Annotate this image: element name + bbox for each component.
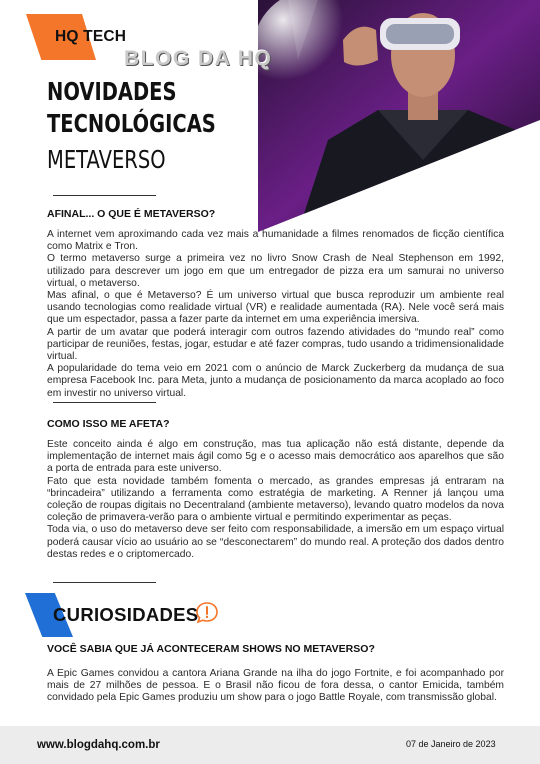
divider: [53, 402, 156, 403]
paragraph: Este conceito ainda é algo em construção, mas tua aplicação não está distante, depende da implementação de internet mais ágil como 5g e o acesso mais democrático aos aparelhos que são a porta de entrada para este universo.: [47, 439, 504, 475]
section2-heading: COMO ISSO ME AFETA?: [47, 418, 170, 430]
paragraph: Mas afinal, o que é Metaverso? É um universo virtual que busca reproduzir um ambiente real usando tecnologias como realidade virtual (VR) e realidade aumentada (RA). Nele você será mais que um espectador, passa a fazer parte da internet em uma experiência imersiva.: [47, 290, 504, 326]
curiosities-heading: VOCÊ SABIA QUE JÁ ACONTECERAM SHOWS NO METAVERSO?: [47, 643, 375, 655]
headline-line-3: METAVERSO: [47, 145, 166, 174]
headline: [47, 76, 263, 176]
paragraph: Fato que esta novidade também fomenta o mercado, as grandes empresas já entraram na “brincadeira” utilizando a ferramenta como estratégia de marketing. A Renner já lançou uma coleção de roupas digitais no Decentraland (ambiente metaverso), levando quatro modelos da nova coleção de primavera-verão para o ambiente virtual e permitindo experimentar as peças.: [47, 475, 504, 524]
alert-speech-bubble-icon: [195, 601, 219, 625]
paragraph: A internet vem aproximando cada vez mais a humanidade a filmes renomados de ficção científica como Matrix e Tron.: [47, 229, 504, 253]
paragraph: O termo metaverso surge a primeira vez no livro Snow Crash de Neal Stephenson em 1992, utilizado para descrever um jogo em que um entregador de pizza era um samurai no universo virtual, o metaverso.: [47, 253, 504, 289]
headline-line-1: NOVIDADES: [47, 77, 177, 106]
paragraph: A popularidade do tema veio em 2021 com o anúncio de Marck Zuckerberg da mudança de sua empresa Facebook Inc. para Meta, junto a mudança de posicionamento da marca acoplado ao foco em investir no universo virtual.: [47, 363, 504, 399]
divider: [53, 582, 156, 583]
curiosities-body: [47, 668, 504, 705]
footer-website-link[interactable]: www.blogdahq.com.br: [37, 739, 160, 751]
paragraph: Toda via, o uso do metaverso deve ser feito com responsabilidade, a imersão em um espaço virtual poderá causar vício ao usuário ao se “desconectarem” do mundo real. A proteção dos dados dentro destas redes e o criptomercado.: [47, 524, 504, 560]
paragraph: A partir de um avatar que poderá interagir com outros fazendo atividades do “mundo real” como participar de reuniões, festas, jogar, estudar e até fazer compras, tudo usando a tridimensionalidade virtual.: [47, 326, 504, 363]
blog-title: BLOG DA HQ: [124, 47, 273, 70]
section1-body: [47, 229, 504, 400]
section2-body: [47, 439, 504, 561]
footer-date: 07 de Janeiro de 2023: [406, 739, 496, 749]
curiosities-title: CURIOSIDADES: [53, 604, 199, 625]
paragraph: A Epic Games convidou a cantora Ariana Grande na ilha do jogo Fortnite, e foi acompanhado por mais de 27 milhões de pessoa. E o Brasil não ficou de fora dessa, o cantor Emicida, também convidado pela Epic Games produziu um show para o jogo Battle Royale, com transmissão global.: [47, 668, 504, 704]
section1-heading: AFINAL... O QUE É METAVERSO?: [47, 208, 216, 220]
divider: [53, 195, 156, 196]
hero-image-vr-person: [258, 0, 540, 232]
brand-name: HQ TECH: [55, 28, 127, 45]
headline-line-2: TECNOLÓGICAS: [47, 109, 216, 138]
